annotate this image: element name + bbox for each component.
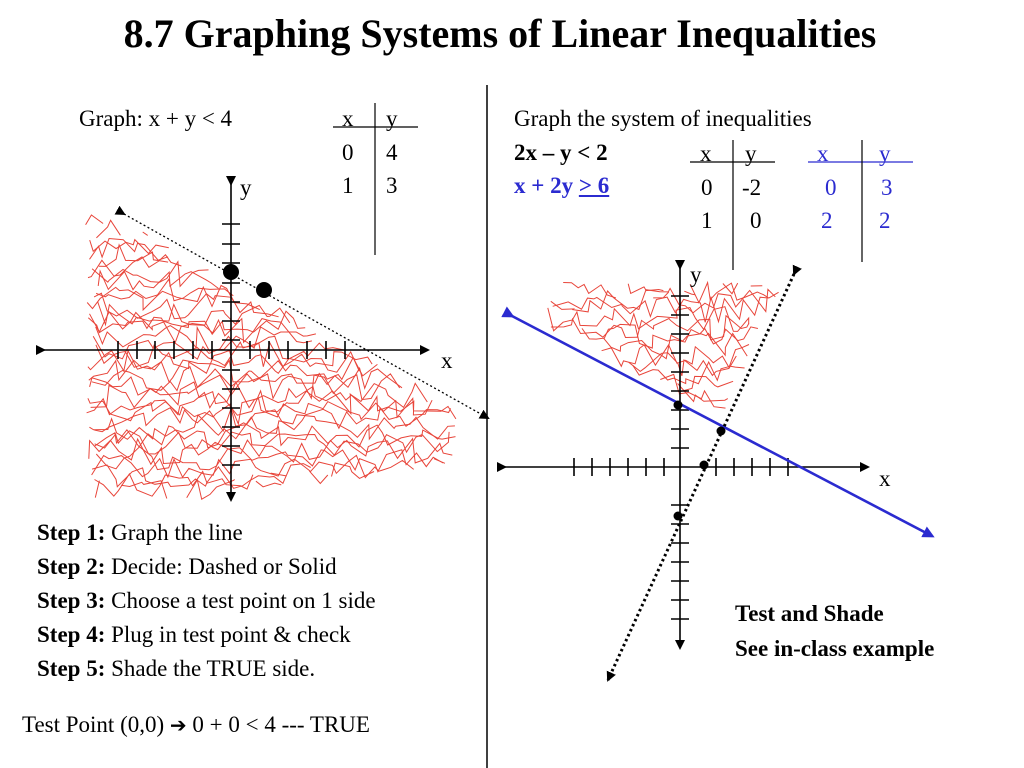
left-table-cell: 4 [386,140,398,165]
right-table1-cell: 0 [701,175,713,200]
right-table2-cell: 3 [881,175,893,200]
left-shading-scribble [86,215,456,499]
right-arrow-icon: ➔ [169,713,187,737]
right-point-2-2 [717,427,726,436]
right-table2-cell: 2 [821,208,833,233]
scribble-stroke [553,297,768,322]
scribble-stroke [92,262,208,287]
right-point-1-0 [700,461,709,470]
inequality-2: x + 2y > 6 [514,173,610,198]
right-x-axis-label: x [879,466,891,491]
left-point-0-4 [223,264,239,280]
step-item: Step 4: Plug in test point & check [37,622,351,647]
left-table-cell: 1 [342,173,354,198]
right-prompt: Graph the system of inequalities [514,106,812,131]
step-item: Step 3: Choose a test point on 1 side [37,588,376,613]
left-table-header-y: y [386,106,398,131]
left-point-1-3 [256,282,272,298]
right-table2-cell: 0 [825,175,837,200]
right-solid-boundary-blue [512,316,932,536]
left-table-header-x: x [342,106,354,131]
left-y-axis-label: y [240,175,252,200]
scribble-stroke [99,245,168,267]
right-table1-cell: 1 [701,208,713,233]
right-shading-scribble [548,283,779,409]
note-in-class-example: See in-class example [735,636,935,661]
step-item: Step 2: Decide: Dashed or Solid [37,554,337,579]
right-point-0-3 [674,401,683,410]
step-item: Step 5: Shade the TRUE side. [37,656,316,681]
right-table1-cell: -2 [742,175,762,200]
scribble-stroke [563,283,778,303]
scribble-stroke [92,367,402,391]
right-table1-cell: 0 [750,208,762,233]
inequality-1: 2x – y < 2 [514,140,608,165]
note-test-and-shade: Test and Shade [735,601,884,626]
right-table1-header-y: y [745,141,757,166]
left-table-cell: 0 [342,140,354,165]
left-x-axis-label: x [441,348,453,373]
slide-title: 8.7 Graphing Systems of Linear Inequalities [123,11,877,56]
right-y-axis-label: y [690,262,702,287]
right-table1-header-x: x [700,141,712,166]
right-table2-header-x: x [817,141,829,166]
left-table-cell: 3 [386,173,398,198]
steps-list [37,516,376,686]
scribble-stroke [87,391,455,415]
test-point-line: Test Point (0,0) ➔ 0 + 0 < 4 --- TRUE [22,712,370,737]
right-table2-header-y: y [879,141,891,166]
scribble-stroke [98,271,218,290]
left-prompt: Graph: x + y < 4 [79,106,233,131]
scribble-stroke [96,220,163,243]
scribble-stroke [95,479,281,499]
right-point-0-neg2 [674,512,683,521]
step-item: Step 1: Graph the line [37,520,243,545]
right-table2-cell: 2 [879,208,891,233]
scribble-stroke [602,345,749,368]
